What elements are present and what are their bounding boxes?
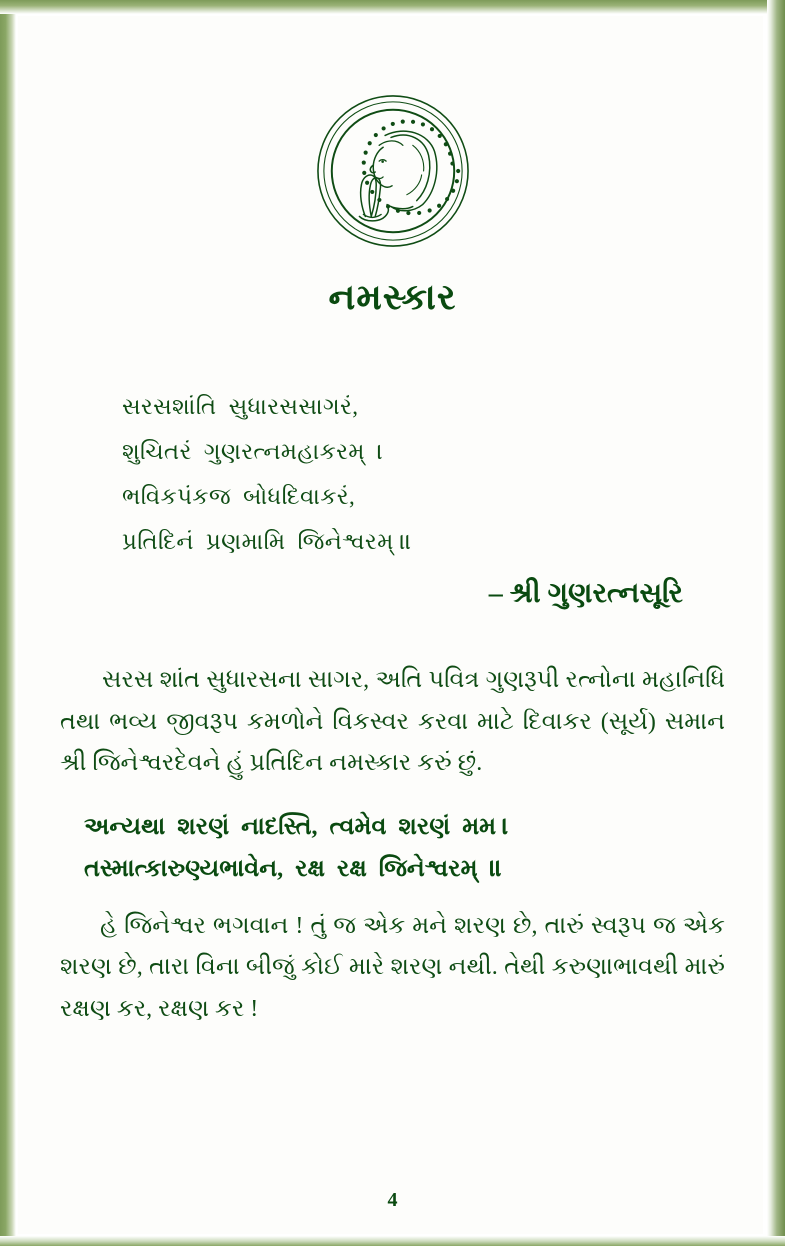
bold-verse-line-2: તસ્માત્કારુણ્યભાવેન, રક્ષ રક્ષ જિનેશ્વરમ્ ॥ [84, 856, 503, 883]
page-number: 4 [387, 1189, 398, 1211]
bold-verse [60, 806, 725, 890]
page-content [60, 0, 725, 1030]
binding-edge-bottom [0, 1236, 785, 1246]
praying-figure-medallion-icon [314, 92, 472, 250]
page-title: નમસ્કાર [328, 277, 457, 317]
emblem-container [60, 92, 725, 250]
binding-edge-right [767, 0, 785, 1246]
verse-line-2: શુચિતરં ગુણરત્નમહાકરમ્ । [122, 438, 384, 464]
verse-line-3: ભવિકપંકજ બોધદિવાકરં, [122, 483, 356, 509]
verse-line-1: સરસશાંતિ સુધારસસાગરં, [122, 394, 359, 419]
prose-paragraph-1: સરસ શાંત સુધારસના સાગર, અતિ પવિત્ર ગુણરૂપી રત્નોના મહાનિધિ તથા ભવ્ય જીવરૂપ કમળોને વિકસ્વર કરવા માટે દિવાકર (સૂર્ય) સમાન શ્રી જિનેશ્વરદેવને હું પ્રતિદિન નમસ્કાર કરું છું. [60, 667, 725, 776]
prose-paragraph-2: હે જિનેશ્વર ભગવાન ! તું જ એક મને શરણ છે, તારું સ્વરૂપ જ એક શરણ છે, તારા વિના બીજું કોઈ મારે શરણ નથી. તેથી કરુણાભાવથી મારું રક્ષણ કર, રક્ષણ કર ! [60, 913, 725, 1022]
binding-edge-left [0, 0, 16, 1246]
verse-attribution: – શ્રી ગુણરત્નસૂરિ [488, 578, 683, 610]
verse-line-4: પ્રતિદિનં પ્રણમામિ જિનેશ્વરમ્ ॥ [122, 528, 413, 554]
sanskrit-verse [60, 385, 725, 564]
bold-verse-line-1: અન્યથા શરણં નાદસ્તિ, ત્વમેવ શરણં મમ । [84, 814, 509, 841]
